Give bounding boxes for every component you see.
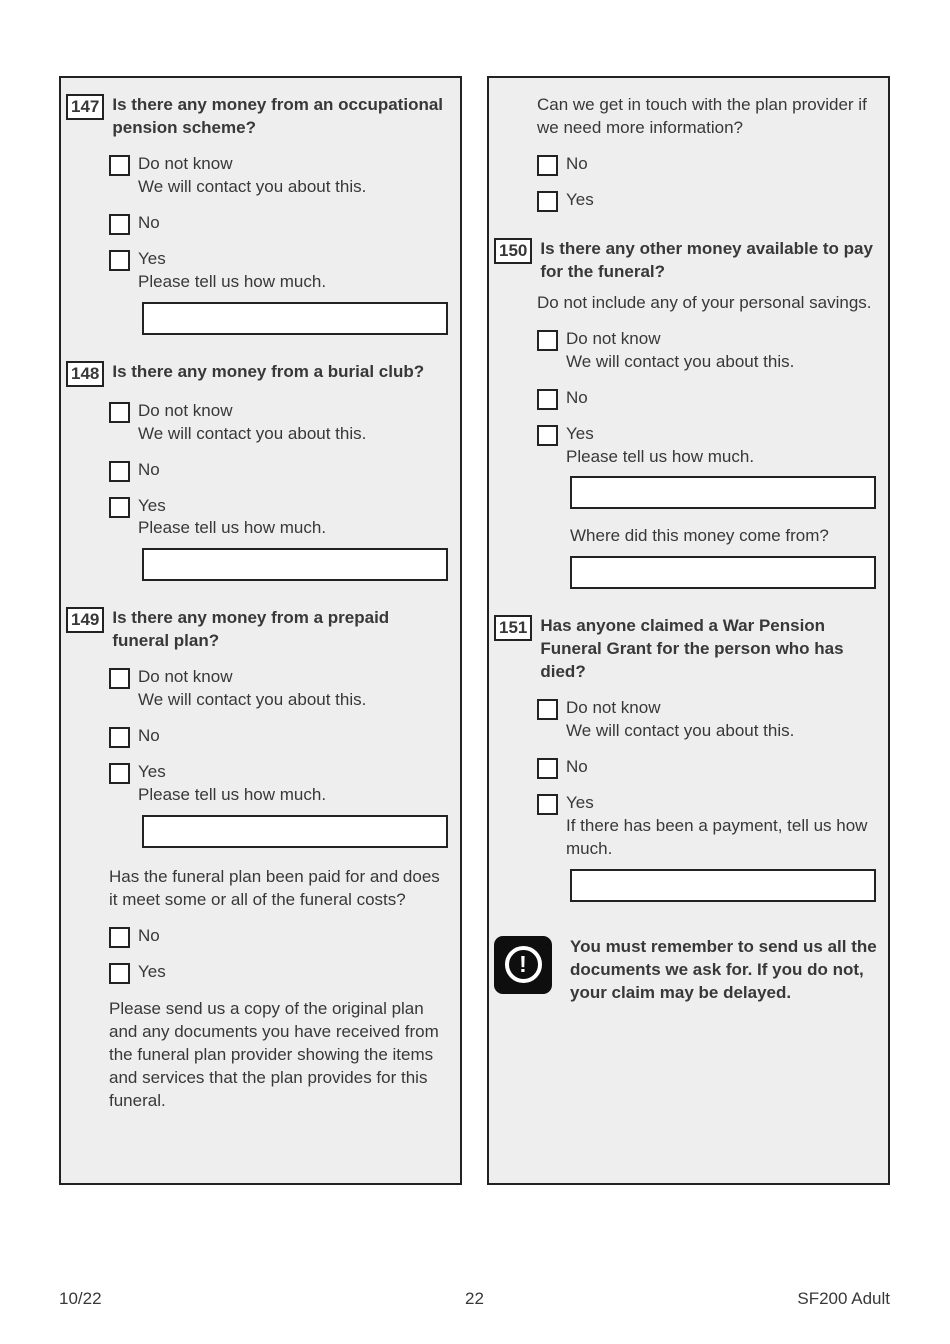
option-yes [537,423,878,469]
q150-yes-checkbox[interactable] [537,425,558,446]
question-149-header [66,607,450,653]
q150-do-not-know-checkbox[interactable] [537,330,558,351]
q149-no-checkbox[interactable] [109,727,130,748]
option-label: Do not know [138,667,233,687]
option-label: No [138,726,160,746]
option-yes [537,792,878,861]
option-no [109,925,450,948]
left-panel [59,76,462,1185]
question-149 [66,607,450,1112]
question-title: Has anyone claimed a War Pension Funeral Grant for the person who has died? [540,616,844,682]
option-yes [109,961,450,984]
q147-yes-checkbox[interactable] [109,250,130,271]
option-yes [109,248,450,294]
option-label: Do not know [566,328,661,348]
warning-text: You must remember to send us all the documents we ask for. If you do not, your claim may be delayed. [570,936,877,1002]
option-no [109,725,450,748]
question-title: Is there any money from a prepaid funeral plan? [112,608,390,651]
option-label: No [138,459,160,479]
option-no [537,387,878,410]
question-148-header [66,361,450,387]
warning-icon [494,936,552,994]
option-label: No [138,212,160,232]
where-from-label: Where did this money come from? [570,526,829,546]
form-id: SF200 Adult [797,1289,890,1308]
q147-no-checkbox[interactable] [109,214,130,235]
option-label: Do not know [138,400,233,420]
page-footer [59,1288,890,1311]
option-label: Yes [138,495,166,515]
q149-paid-yes-checkbox[interactable] [109,963,130,984]
option-note: Please tell us how much. [566,446,755,466]
instruction-text: Please send us a copy of the original plan and any documents you have received from the funeral plan provider showing the items and services that the plan provides for this funeral. [109,998,439,1110]
plan-provider-yes-checkbox[interactable] [537,191,558,212]
option-note: We will contact you about this. [138,176,367,196]
option-label: Yes [138,961,166,981]
option-note: Please tell us how much. [138,271,327,291]
q147-amount-input[interactable] [142,302,448,335]
warning-banner [494,936,878,1005]
form-columns [59,76,890,1185]
q149-yes-checkbox[interactable] [109,763,130,784]
option-label: Yes [138,248,166,268]
option-do-not-know [109,153,450,199]
q151-amount-input[interactable] [570,869,876,902]
question-147 [66,94,450,335]
option-label: No [566,153,588,173]
exclamation-icon: ! [505,946,542,983]
option-yes [109,495,450,541]
option-note: Please tell us how much. [138,785,327,805]
option-do-not-know [109,400,450,446]
option-do-not-know [109,666,450,712]
option-label: No [566,387,588,407]
q151-do-not-know-checkbox[interactable] [537,699,558,720]
question-number: 147 [66,94,104,120]
q150-no-checkbox[interactable] [537,389,558,410]
option-note: We will contact you about this. [138,690,367,710]
q148-no-checkbox[interactable] [109,461,130,482]
option-label: No [138,925,160,945]
footer-date: 10/22 [59,1289,102,1308]
option-note: We will contact you about this. [566,351,795,371]
question-148 [66,361,450,582]
option-note: We will contact you about this. [138,423,367,443]
option-do-not-know [537,328,878,374]
question-number: 151 [494,615,532,641]
q148-yes-checkbox[interactable] [109,497,130,518]
question-plan-provider [494,94,878,212]
page-number: 22 [465,1289,484,1308]
option-no [109,459,450,482]
option-no [537,153,878,176]
q149-paid-no-checkbox[interactable] [109,927,130,948]
question-title: Is there any money from an occupational pension scheme? [112,95,444,137]
question-150-header [494,238,878,284]
sub-question-paid-for: Has the funeral plan been paid for and does it meet some or all of the funeral costs? [109,867,440,909]
option-label: No [566,757,588,777]
option-label: Do not know [566,698,661,718]
option-yes [537,189,878,212]
q151-yes-checkbox[interactable] [537,794,558,815]
question-number: 149 [66,607,104,633]
option-yes [109,761,450,807]
option-note: Please tell us how much. [138,518,327,538]
option-note: If there has been a payment, tell us how much. [566,816,868,858]
question-151 [494,615,878,902]
option-label: Do not know [138,153,233,173]
option-label: Yes [138,762,166,782]
question-number: 148 [66,361,104,387]
option-note: We will contact you about this. [566,721,795,741]
q150-where-from-input[interactable] [570,556,876,589]
q148-amount-input[interactable] [142,548,448,581]
q149-amount-input[interactable] [142,815,448,848]
q147-do-not-know-checkbox[interactable] [109,155,130,176]
option-label: Yes [566,423,594,443]
question-151-header [494,615,878,684]
question-title: Is there any money from a burial club? [112,361,425,381]
question-title: Is there any other money available to pay for the funeral? [540,238,873,281]
question-intro: Do not include any of your personal savings. [537,292,872,312]
plan-provider-no-checkbox[interactable] [537,155,558,176]
question-150 [494,238,878,590]
q151-no-checkbox[interactable] [537,758,558,779]
q149-do-not-know-checkbox[interactable] [109,668,130,689]
option-label: Yes [566,189,594,209]
question-title: Can we get in touch with the plan provider if we need more information? [537,95,867,137]
option-no [109,212,450,235]
option-do-not-know [537,697,878,743]
option-label: Yes [566,793,594,813]
question-number: 150 [494,238,532,264]
q150-amount-input[interactable] [570,476,876,509]
question-147-header [66,94,450,140]
q148-do-not-know-checkbox[interactable] [109,402,130,423]
option-no [537,756,878,779]
right-panel [487,76,890,1185]
